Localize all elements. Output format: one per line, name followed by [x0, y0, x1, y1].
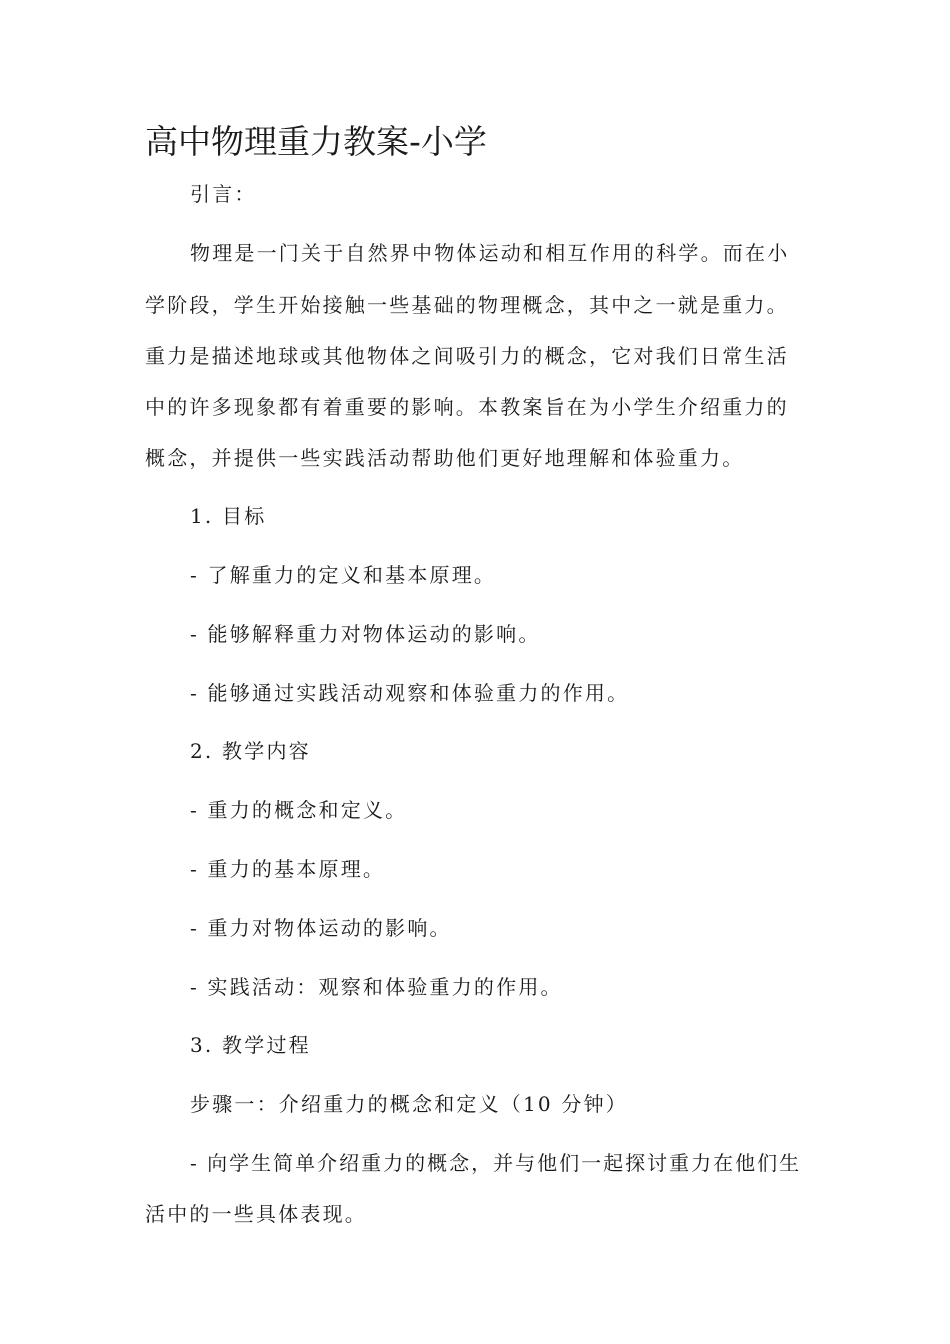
goal-item: - 了解重力的定义和基本原理。 — [190, 563, 497, 587]
step-heading: 步骤一：介绍重力的概念和定义（10 分钟） — [190, 1092, 629, 1116]
content-item: - 重力对物体运动的影响。 — [190, 916, 452, 940]
intro-heading: 引言： — [190, 182, 257, 206]
goal-item: - 能够解释重力对物体运动的影响。 — [190, 622, 541, 646]
intro-line: 重力是描述地球或其他物体之间吸引力的概念，它对我们日常生活 — [145, 344, 789, 368]
content-item: - 实践活动：观察和体验重力的作用。 — [190, 975, 563, 999]
goal-item: - 能够通过实践活动观察和体验重力的作用。 — [190, 681, 630, 705]
step-line: - 向学生简单介绍重力的概念，并与他们一起探讨重力在他们生 — [190, 1151, 802, 1175]
section-heading-process: 3. 教学过程 — [190, 1033, 311, 1057]
intro-line: 概念，并提供一些实践活动帮助他们更好地理解和体验重力。 — [145, 446, 745, 470]
step-line: 活中的一些具体表现。 — [145, 1202, 367, 1226]
document-title: 高中物理重力教案-小学 — [145, 122, 487, 161]
intro-line: 物理是一门关于自然界中物体运动和相互作用的科学。而在小 — [190, 241, 790, 265]
section-heading-goals: 1. 目标 — [190, 504, 267, 528]
intro-line: 学阶段，学生开始接触一些基础的物理概念，其中之一就是重力。 — [145, 293, 789, 317]
section-heading-content: 2. 教学内容 — [190, 739, 311, 763]
content-item: - 重力的概念和定义。 — [190, 798, 408, 822]
content-item: - 重力的基本原理。 — [190, 857, 386, 881]
intro-line: 中的许多现象都有着重要的影响。本教案旨在为小学生介绍重力的 — [145, 395, 789, 419]
